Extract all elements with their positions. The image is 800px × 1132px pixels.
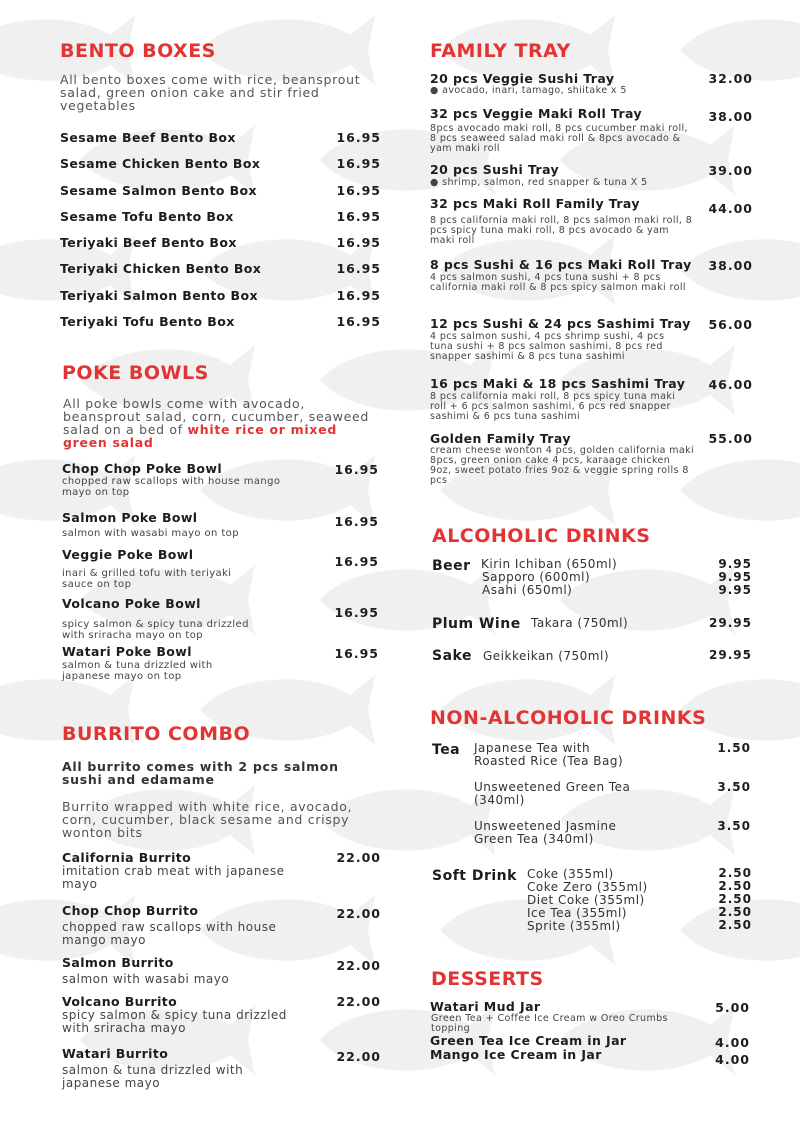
item-description: ● shrimp, salmon, red snapper & tuna X 5 xyxy=(430,177,648,188)
item-price: 16.95 xyxy=(336,314,381,330)
item-description: 4 pcs salmon sushi, 4 pcs shrimp sushi, 4 pcs tuna sushi + 8 pcs salmon sashimi, 8 pcs red snapper sashimi & 8 pcs tuna sashimi xyxy=(430,331,665,362)
item-description: spicy salmon & spicy tuna drizzled with sriracha mayo xyxy=(62,1008,287,1035)
dessert-mud-jar-price: 5.00 xyxy=(715,1000,750,1015)
item-price: 55.00 xyxy=(708,431,753,446)
beer-price: 9.95 xyxy=(718,557,752,571)
burrito-intro-bold: All burrito comes with 2 pcs salmon sushi and edamame xyxy=(62,759,339,787)
item-name: 32 pcs Maki Roll Family Tray xyxy=(430,196,640,211)
item-description: salmon with wasabi mayo on top xyxy=(62,528,239,539)
item-name: Teriyaki Tofu Bento Box xyxy=(60,314,235,330)
item-name: 32 pcs Veggie Maki Roll Tray xyxy=(430,106,643,121)
item-description: salmon with wasabi mayo xyxy=(62,972,230,986)
soft-drink-item: Coke (355ml) xyxy=(527,867,614,881)
item-price: 22.00 xyxy=(336,850,381,865)
item-name: Teriyaki Salmon Bento Box xyxy=(60,287,258,303)
item-name: 20 pcs Sushi Tray xyxy=(430,162,560,177)
soft-drink-item: Diet Coke (355ml) xyxy=(527,893,645,907)
soft-drink-list xyxy=(527,868,648,933)
item-description: imitation crab meat with japanese mayo xyxy=(62,864,285,891)
item-description: salmon & tuna drizzled with japanese mayo xyxy=(62,1063,244,1090)
beer-label: Beer xyxy=(432,558,471,574)
item-name: Watari Burrito xyxy=(62,1046,169,1061)
item-price: 32.00 xyxy=(708,71,753,86)
family-item xyxy=(430,107,753,154)
menu-item-row xyxy=(60,315,381,341)
item-name: California Burrito xyxy=(62,850,192,865)
poke-intro-highlight: white rice or mixed green salad xyxy=(63,422,337,450)
item-name: 20 pcs Veggie Sushi Tray xyxy=(430,71,615,86)
poke-item xyxy=(62,462,379,498)
item-name: Sesame Tofu Bento Box xyxy=(60,208,234,224)
beer-price: 9.95 xyxy=(718,583,752,597)
item-name: Watari Poke Bowl xyxy=(62,644,192,659)
burrito-item xyxy=(62,995,381,1035)
item-description: spicy salmon & spicy tuna drizzled with sriracha mayo on top xyxy=(62,619,249,641)
soft-drink-item: Ice Tea (355ml) xyxy=(527,906,627,920)
item-price: 16.95 xyxy=(336,261,381,277)
item-price: 16.95 xyxy=(334,462,379,477)
item-description: cream cheese wonton 4 pcs, golden california maki 8pcs, green onion cake 4 pcs, karaage chicken 9oz, sweet potato fries 9oz & veggie spring rolls 8 pcs xyxy=(430,445,695,486)
poke-item xyxy=(62,548,379,590)
family-section-title: FAMILY TRAY xyxy=(430,40,571,62)
item-price: 16.95 xyxy=(336,156,381,172)
item-price: 22.00 xyxy=(336,906,381,921)
dessert-mud-jar-name: Watari Mud Jar xyxy=(430,999,541,1014)
soft-drink-price: 2.50 xyxy=(718,918,752,932)
item-description: 4 pcs salmon sushi, 4 pcs tuna sushi + 8 pcs california maki roll & 8 pcs spicy salmon maki roll xyxy=(430,272,686,293)
menu-item-row xyxy=(60,289,381,315)
menu-item-row xyxy=(60,131,381,157)
dessert-mango-price: 4.00 xyxy=(715,1052,750,1067)
tea-item: Unsweetened Jasmine Green Tea (340ml) xyxy=(474,819,617,846)
plum-wine-price: 29.95 xyxy=(709,616,752,630)
burrito-item xyxy=(62,1047,381,1090)
soft-drink-price: 2.50 xyxy=(718,866,752,880)
item-price: 46.00 xyxy=(708,377,753,392)
item-description: chopped raw scallops with house mango mayo on top xyxy=(62,476,281,498)
item-price: 22.00 xyxy=(336,994,381,1009)
sake-price: 29.95 xyxy=(709,648,752,662)
family-item xyxy=(430,72,753,96)
sake-item: Geikkeikan (750ml) xyxy=(483,649,610,663)
item-name: Chop Chop Burrito xyxy=(62,903,199,918)
menu-item-row xyxy=(60,184,381,210)
family-item xyxy=(430,163,753,188)
dessert-green-tea-price: 4.00 xyxy=(715,1035,750,1050)
bento-intro: All bento boxes come with rice, beansprout salad, green onion cake and stir fried vegetables xyxy=(60,72,361,113)
item-description: 8 pcs california maki roll, 8 pcs spicy tuna maki roll + 6 pcs salmon sashimi, 6 pcs red snapper sashimi & 6 pcs tuna sashimi xyxy=(430,391,676,422)
item-description: 8 pcs california maki roll, 8 pcs salmon maki roll, 8 pcs spicy tuna maki roll, 8 pcs avocado & yam maki roll xyxy=(430,215,693,246)
item-price: 38.00 xyxy=(708,109,753,124)
bento-section-title: BENTO BOXES xyxy=(60,40,216,62)
sake-label: Sake xyxy=(432,648,472,664)
soft-drink-item: Sprite (355ml) xyxy=(527,919,621,933)
nonalc-section-title: NON-ALCOHOLIC DRINKS xyxy=(430,707,707,729)
tea-price: 3.50 xyxy=(717,819,751,833)
burrito-section-title: BURRITO COMBO xyxy=(62,723,251,745)
soft-drink-item: Coke Zero (355ml) xyxy=(527,880,648,894)
item-price: 16.95 xyxy=(336,182,381,198)
beer-item: Sapporo (600ml) xyxy=(482,570,591,584)
alcohol-section-title: ALCOHOLIC DRINKS xyxy=(432,525,651,547)
item-description: 8pcs avocado maki roll, 8 pcs cucumber maki roll, 8 pcs seaweed salad maki roll & 8pcs avocado & yam maki roll xyxy=(430,123,688,154)
tea-label: Tea xyxy=(432,742,461,758)
item-name: 16 pcs Maki & 18 pcs Sashimi Tray xyxy=(430,376,686,391)
beer-item: Kirin Ichiban (650ml) xyxy=(481,557,618,571)
item-name: Sesame Beef Bento Box xyxy=(60,130,236,145)
item-description: inari & grilled tofu with teriyaki sauce on top xyxy=(62,568,232,590)
bento-list xyxy=(60,131,381,341)
family-item xyxy=(430,317,753,362)
item-name: 12 pcs Sushi & 24 pcs Sashimi Tray xyxy=(430,316,691,331)
menu-item-row xyxy=(60,262,381,288)
item-price: 16.95 xyxy=(336,208,381,224)
item-price: 22.00 xyxy=(336,1049,381,1064)
item-description: chopped raw scallops with house mango mayo xyxy=(62,920,277,947)
desserts-section-title: DESSERTS xyxy=(431,968,544,990)
poke-item xyxy=(62,645,379,682)
item-name: Sesame Salmon Bento Box xyxy=(60,182,257,198)
poke-intro xyxy=(63,397,373,449)
item-price: 16.95 xyxy=(334,554,379,569)
item-name: Salmon Burrito xyxy=(62,955,174,970)
item-name: Golden Family Tray xyxy=(430,431,571,446)
item-price: 16.95 xyxy=(334,646,379,661)
item-price: 56.00 xyxy=(708,317,753,332)
beer-prices xyxy=(718,558,752,597)
family-item xyxy=(430,258,753,293)
item-price: 16.95 xyxy=(336,235,381,251)
dessert-green-tea-name: Green Tea Ice Cream in Jar xyxy=(430,1033,627,1048)
tea-item: Unsweetened Green Tea (340ml) xyxy=(474,780,631,807)
item-price: 16.95 xyxy=(334,605,379,620)
beer-price: 9.95 xyxy=(718,570,752,584)
item-name: Veggie Poke Bowl xyxy=(62,547,194,562)
item-price: 16.95 xyxy=(334,514,379,529)
item-name: 8 pcs Sushi & 16 pcs Maki Roll Tray xyxy=(430,257,692,272)
beer-item: Asahi (650ml) xyxy=(482,583,573,597)
burrito-item xyxy=(62,851,381,891)
item-name: Sesame Chicken Bento Box xyxy=(60,156,261,172)
item-description: ● avocado, inari, tamago, shiitake x 5 xyxy=(430,85,627,96)
tea-price: 1.50 xyxy=(717,741,751,755)
dessert-mango-name: Mango Ice Cream in Jar xyxy=(430,1047,602,1062)
item-price: 16.95 xyxy=(336,287,381,303)
beer-list xyxy=(481,558,617,597)
soft-drink-prices xyxy=(718,867,752,932)
item-price: 22.00 xyxy=(336,958,381,973)
soft-drink-price: 2.50 xyxy=(718,892,752,906)
menu-item-row xyxy=(60,236,381,262)
poke-item xyxy=(62,511,379,540)
item-description: salmon & tuna drizzled with japanese mayo on top xyxy=(62,660,213,682)
family-item xyxy=(430,432,753,486)
dessert-mud-jar-description: Green Tea + Coffee Ice Cream w Oreo Crumbs topping xyxy=(431,1013,668,1034)
item-name: Teriyaki Beef Bento Box xyxy=(60,235,237,251)
family-item xyxy=(430,377,753,422)
item-name: Teriyaki Chicken Bento Box xyxy=(60,261,262,277)
menu-item-row xyxy=(60,210,381,236)
burrito-intro: Burrito wrapped with white rice, avocado, corn, cucumber, black sesame and crispy wonton bits xyxy=(62,799,353,840)
poke-section-title: POKE BOWLS xyxy=(62,362,209,384)
item-name: Volcano Poke Bowl xyxy=(62,596,201,611)
item-price: 16.95 xyxy=(336,130,381,145)
burrito-item xyxy=(62,956,381,986)
item-name: Salmon Poke Bowl xyxy=(62,510,198,525)
item-name: Chop Chop Poke Bowl xyxy=(62,461,223,476)
soft-drink-price: 2.50 xyxy=(718,905,752,919)
menu-item-row xyxy=(60,157,381,183)
poke-intro-text: All poke bowls come with avocado, beansprout salad, corn, cucumber, seaweed salad on a bed of xyxy=(63,396,370,437)
item-price: 44.00 xyxy=(708,201,753,216)
family-item xyxy=(430,197,753,246)
item-price: 39.00 xyxy=(708,163,753,178)
plum-wine-label: Plum Wine xyxy=(432,616,521,632)
item-price: 38.00 xyxy=(708,258,753,273)
soft-drink-label: Soft Drink xyxy=(432,868,517,884)
soft-drink-price: 2.50 xyxy=(718,879,752,893)
item-name: Volcano Burrito xyxy=(62,994,178,1009)
poke-item xyxy=(62,597,379,641)
plum-wine-item: Takara (750ml) xyxy=(531,616,629,630)
tea-item: Japanese Tea with Roasted Rice (Tea Bag) xyxy=(474,741,624,768)
tea-price: 3.50 xyxy=(717,780,751,794)
burrito-item xyxy=(62,904,381,947)
